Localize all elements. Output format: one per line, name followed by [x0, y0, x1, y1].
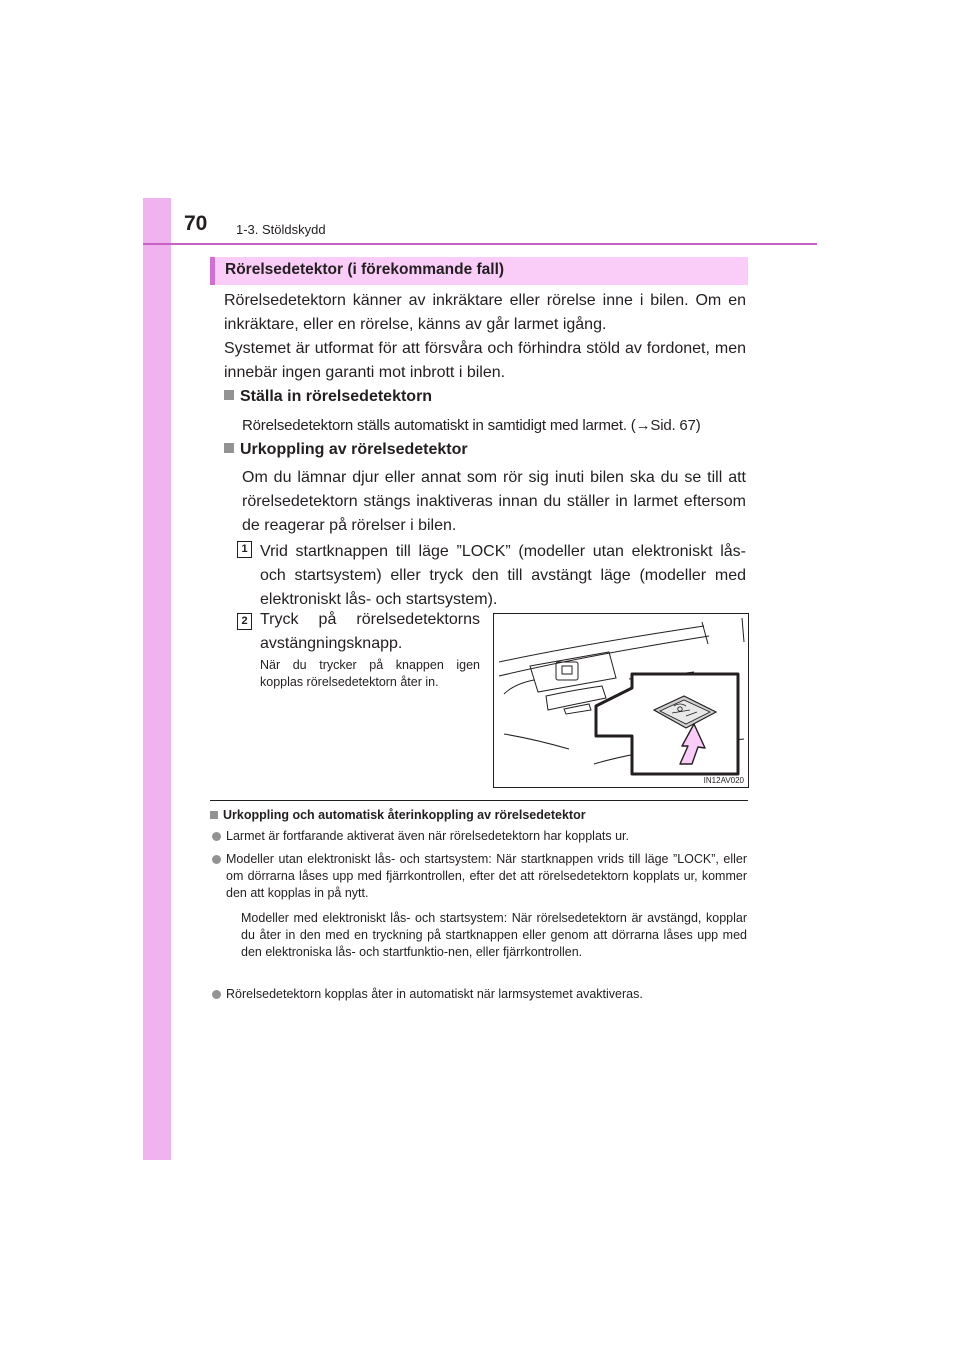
note-item-continuation: Modeller med elektroniskt lås- och startsystem: När rörelsedetektorn är avstängd, kopplar du åter in den med en tryckning på startknappen eller genom att dörrarna låses upp med den elektroniska lås- och startfunktio-nen, eller fjärrkontrollen. — [241, 911, 747, 959]
disabling-heading — [224, 441, 468, 459]
setting-text: Rörelsedetektorn ställs automatiskt in samtidigt med larmet. (→Sid. 67) — [242, 417, 701, 434]
square-bullet-icon — [224, 443, 234, 453]
note-item-text: Rörelsedetektorn kopplas åter in automatiskt när larmsystemet avaktiveras. — [226, 987, 643, 1001]
intro-paragraph-1: Rörelsedetektorn känner av inkräktare eller rörelse inne i bilen. Om en inkräktare, eller en rörelse, känns av går larmet igång. — [224, 292, 746, 333]
notes-heading-text: Urkoppling och automatisk återinkoppling av rörelsedetektor — [223, 808, 586, 822]
overhead-console-figure — [493, 613, 749, 788]
setting-heading — [224, 388, 432, 406]
step-number-1: 1 — [237, 541, 252, 558]
topic-heading-box — [210, 257, 748, 285]
topic-heading: Rörelsedetektor (i förekommande fall) — [225, 261, 505, 278]
overhead-console-drawing — [494, 614, 748, 787]
step-number-2: 2 — [237, 613, 252, 630]
step-2-note: När du trycker på knappen igen kopplas rörelsedetektorn åter in. — [260, 658, 480, 689]
note-item — [226, 851, 747, 902]
note-item — [226, 986, 747, 1003]
round-bullet-icon — [212, 832, 221, 841]
square-bullet-icon — [224, 390, 234, 400]
square-bullet-icon — [210, 811, 218, 819]
disabling-heading-text: Urkoppling av rörelsedetektor — [240, 441, 468, 458]
round-bullet-icon — [212, 855, 221, 864]
page-number: 70 — [184, 212, 208, 235]
note-item-text: Larmet är fortfarande aktiverat även när rörelsedetektorn har kopplats ur. — [226, 829, 629, 843]
round-bullet-icon — [212, 990, 221, 999]
step-2-text: Tryck på rörelsedetektorns avstängningsknapp. — [260, 611, 480, 652]
section-title: 1-3. Stöldskydd — [236, 222, 326, 237]
note-item-text: Modeller utan elektroniskt lås- och startsystem: När startknappen vrids till läge ”LOCK”, eller om dörrarna låses upp med fjärrkontrollen, efter det att rörelsedetektorn kopplats ur, kommer den att kopplas in på nytt. — [226, 852, 747, 900]
notes-rule — [210, 800, 748, 801]
figure-code: IN12AV020 — [703, 776, 744, 785]
header-rule — [143, 243, 817, 245]
intro-paragraph-2: Systemet är utformat för att försvåra och förhindra stöld av fordonet, men innebär ingen garanti mot inbrott i bilen. — [224, 340, 746, 381]
note-item — [226, 828, 747, 845]
notes-heading — [210, 808, 586, 822]
setting-heading-text: Ställa in rörelsedetektorn — [240, 388, 433, 405]
step-1-text: Vrid startknappen till läge ”LOCK” (modeller utan elektroniskt lås- och startsystem) eller tryck den till avstängt läge (modeller med elektroniskt lås- och startsystem). — [260, 543, 746, 608]
side-color-strip — [143, 198, 171, 1160]
disabling-text: Om du lämnar djur eller annat som rör sig inuti bilen ska du se till att rörelsedetektorn stängs inaktiveras innan du ställer in larmet eftersom de reagerar på rörelser i bilen. — [242, 469, 746, 534]
